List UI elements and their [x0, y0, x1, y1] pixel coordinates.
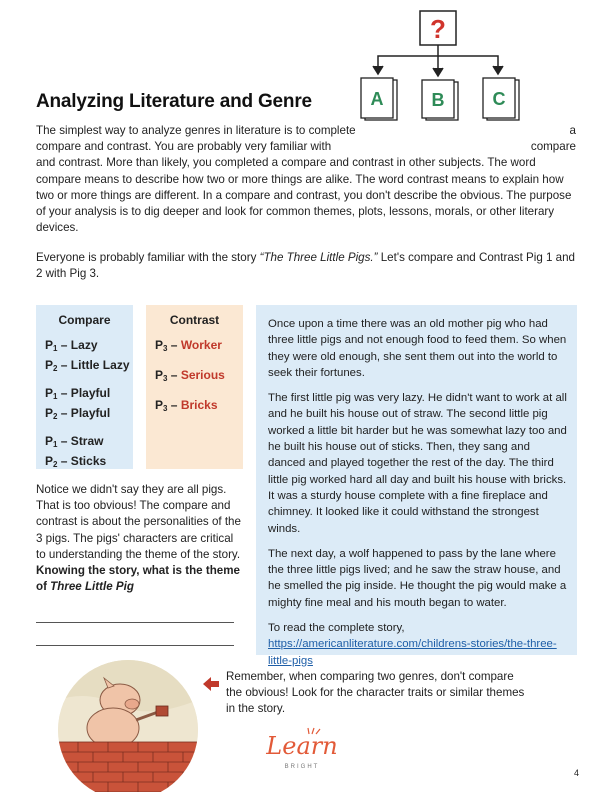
card-a-letter: A — [370, 89, 384, 109]
compare-entry: $P_2$ – Sticks — [45, 454, 107, 469]
notice-paragraph — [36, 482, 246, 595]
answer-line[interactable] — [36, 622, 234, 623]
question-mark: ? — [430, 14, 446, 44]
intro-rest: and contrast. More than likely, you completed a compare and contrast in other subjects. The word compare means to describe how two or more things are alike. The word contrast means to explain how two or more things are different. In a compare and contrast, you don't describe the obvious. The purpose of your analysis is to dig deeper and look for common themes, plots, lessons, morals, or other literary devices. — [36, 156, 572, 235]
card-c — [483, 78, 519, 120]
card-c-letter: C — [492, 89, 506, 109]
notice-text: Notice we didn't say they are all pigs. That is too obvious! The compare and contrast is about the personalities of the 3 pigs. The pigs' characters are critical to understanding the theme of the story. — [36, 483, 241, 561]
card-a — [361, 78, 397, 120]
story-intro-paragraph — [36, 250, 576, 282]
logo-wordmark: Learn — [266, 732, 338, 760]
brick-wall — [58, 742, 198, 792]
question-card — [420, 11, 456, 45]
story-link[interactable]: https://americanliterature.com/childrens-stories/the-three-little-pigs — [268, 638, 557, 667]
story-excerpt-box — [256, 305, 577, 667]
intro-line-1-end: a — [569, 124, 576, 137]
card-b-letter: B — [431, 90, 445, 110]
compare-group — [45, 385, 133, 425]
story-paragraph: The next day, a wolf happened to pass by the lane where the three little pigs lived; and he saw the straw house, and he smelled the pig inside. He thought the pig would make a mighty fine meal and his mouth began to water. — [268, 547, 567, 609]
contrast-heading: Contrast — [169, 313, 220, 327]
page-title: Analyzing Literature and Genre — [36, 91, 312, 112]
card-b — [422, 80, 458, 120]
compare-box — [36, 305, 133, 469]
intro-line-2-end: compare — [530, 140, 576, 154]
compare-group — [45, 337, 133, 377]
contrast-box — [146, 305, 243, 469]
arrow-left-icon — [202, 676, 220, 692]
intro-line-2 — [36, 139, 576, 155]
story-link-intro: To read the complete story, — [268, 622, 405, 635]
compare-entry: $P_2$ – Playful — [45, 406, 111, 421]
intro-paragraph — [36, 123, 576, 236]
contrast-entry: $P_3$ – Bricks — [155, 398, 218, 413]
compare-entry: $P_1$ – Lazy — [45, 338, 98, 353]
logo-subtitle: BRIGHT — [284, 764, 320, 770]
pig-building-illustration — [58, 660, 198, 792]
intro-line-1 — [36, 123, 576, 139]
diagram-arrows — [373, 45, 503, 76]
remember-note: Remember, when comparing two genres, don't compare the obvious! Look for the character traits or similar themes in the story. — [226, 670, 525, 716]
story-title: “The Three Little Pigs.” — [259, 251, 378, 264]
contrast-entry: $P_3$ – Worker — [155, 338, 222, 353]
intro-line-2-start: compare and contrast. You are probably very familiar with — [36, 140, 332, 154]
contrast-entry: $P_3$ – Serious — [155, 368, 225, 383]
story-paragraph: Once upon a time there was an old mother pig who had three little pigs and not enough food to feed them. So when they were old enough, she sent them out into the world to seek their fortunes. — [268, 318, 567, 379]
compare-entry: $P_2$ – Little Lazy — [45, 358, 130, 373]
page-number: 4 — [574, 768, 580, 778]
learn-bright-logo — [262, 728, 342, 772]
notice-question: Knowing the story, what is the theme of — [36, 564, 240, 594]
compare-entry: $P_1$ – Straw — [45, 434, 104, 449]
compare-group — [45, 433, 133, 473]
compare-heading: Compare — [58, 313, 111, 327]
compare-entry: $P_1$ – Playful — [45, 386, 111, 401]
story-link-paragraph — [268, 620, 567, 669]
story-intro-before: Everyone is probably familiar with the story — [36, 251, 260, 264]
notice-question-title: Three Little Pig — [50, 580, 134, 594]
intro-line-1-start: The simplest way to analyze genres in literature is to complete — [36, 124, 356, 137]
answer-line[interactable] — [36, 645, 234, 646]
story-intro-after: Let's compare and Contrast Pig 1 and 2 with Pig 3. — [36, 251, 576, 281]
story-paragraph: The first little pig was very lazy. He didn't want to work at all and he built his house out of straw. The second little pig worked a little bit harder but he was somewhat lazy too and he built his house out of sticks. Then, they sang and danced and played together the rest of the day. The third little pig worked hard all day and built his house with bricks. It was a sturdy house complete with a fine fireplace and chimney. It looked like it could withstand the strongest winds. — [268, 392, 567, 535]
compare-diagram-illustration — [356, 8, 524, 122]
